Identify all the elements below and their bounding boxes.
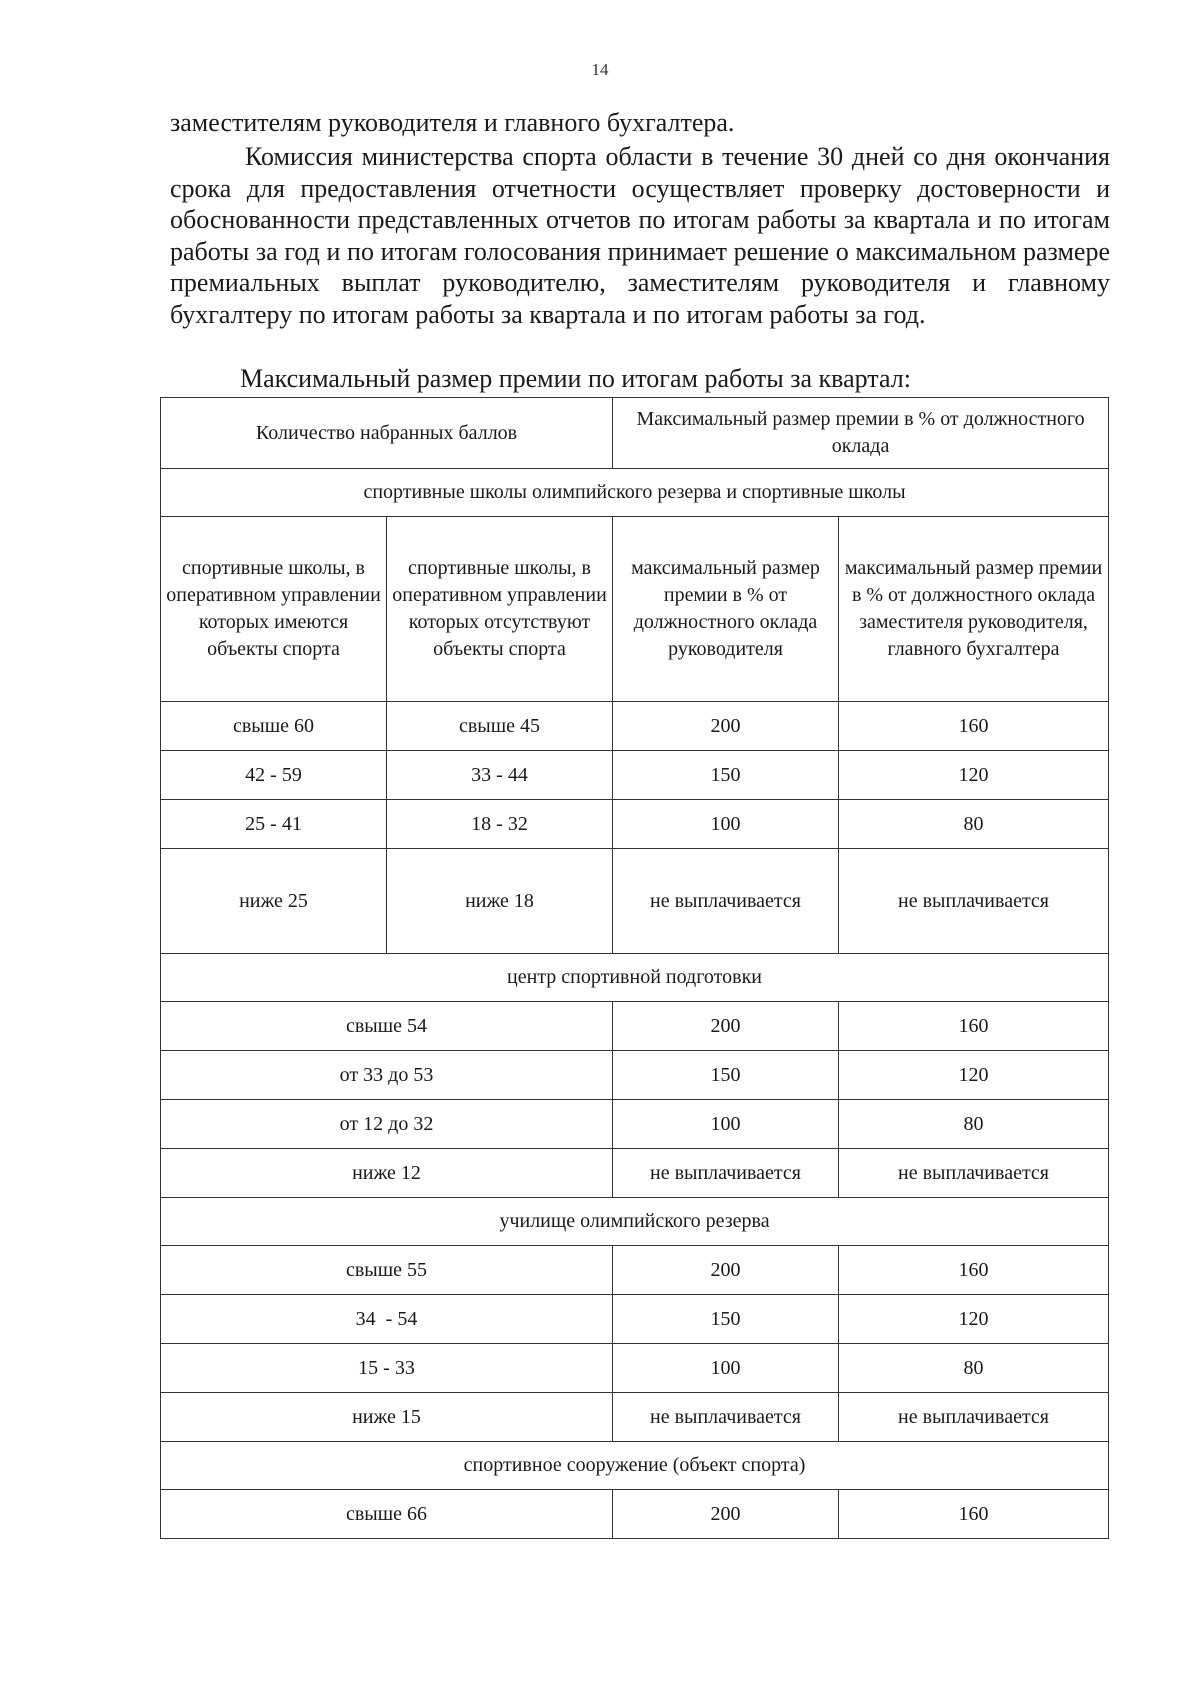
head-bonus-cell: не выплачивается: [613, 1393, 839, 1442]
table-row: [161, 751, 1109, 800]
head-bonus-cell: 100: [613, 800, 839, 849]
deputy-bonus-cell: 120: [839, 1051, 1109, 1100]
section-header-row: [161, 1198, 1109, 1246]
table-row: [161, 1344, 1109, 1393]
points-cell: от 12 до 32: [161, 1100, 613, 1149]
points-with-objects-cell: 25 - 41: [161, 800, 387, 849]
subheader-deputy-bonus: максимальный размер премии в % от должностного оклада заместителя руководителя, главного бухгалтера: [839, 517, 1109, 702]
table-row: [161, 1295, 1109, 1344]
points-with-objects-cell: свыше 60: [161, 702, 387, 751]
head-bonus-cell: 100: [613, 1344, 839, 1393]
section-title-sports-facility: спортивное сооружение (объект спорта): [161, 1442, 1109, 1490]
deputy-bonus-cell: не выплачивается: [839, 1393, 1109, 1442]
points-cell: ниже 12: [161, 1149, 613, 1198]
deputy-bonus-cell: 120: [839, 751, 1109, 800]
deputy-bonus-cell: 80: [839, 1344, 1109, 1393]
points-with-objects-cell: 42 - 59: [161, 751, 387, 800]
table-row: [161, 1100, 1109, 1149]
table-header-row: [161, 398, 1109, 469]
points-without-objects-cell: 33 - 44: [387, 751, 613, 800]
deputy-bonus-cell: 80: [839, 800, 1109, 849]
head-bonus-cell: не выплачивается: [613, 1149, 839, 1198]
subheader-row: [161, 517, 1109, 702]
table-row: [161, 702, 1109, 751]
table-row: [161, 800, 1109, 849]
points-cell: 15 - 33: [161, 1344, 613, 1393]
points-without-objects-cell: ниже 18: [387, 849, 613, 954]
points-with-objects-cell: ниже 25: [161, 849, 387, 954]
section-title-olympic-college: училище олимпийского резерва: [161, 1198, 1109, 1246]
head-bonus-cell: 150: [613, 1051, 839, 1100]
table-row: [161, 849, 1109, 954]
deputy-bonus-cell: 120: [839, 1295, 1109, 1344]
deputy-bonus-cell: 160: [839, 1490, 1109, 1539]
subheader-head-bonus: максимальный размер премии в % от должностного оклада руководителя: [613, 517, 839, 702]
header-bonus-cell: Максимальный размер премии в % от должностного оклада: [613, 398, 1109, 469]
table-caption: Максимальный размер премии по итогам работы за квартал:: [240, 364, 911, 393]
table-row: [161, 1149, 1109, 1198]
points-cell: 34 - 54: [161, 1295, 613, 1344]
table-row: [161, 1002, 1109, 1051]
section-header-row: [161, 954, 1109, 1002]
header-points-cell: Количество набранных баллов: [161, 398, 613, 469]
head-bonus-cell: 200: [613, 702, 839, 751]
subheader-without-objects: спортивные школы, в оперативном управлении которых отсутствуют объекты спорта: [387, 517, 613, 702]
subheader-with-objects: спортивные школы, в оперативном управлении которых имеются объекты спорта: [161, 517, 387, 702]
head-bonus-cell: 100: [613, 1100, 839, 1149]
points-cell: от 33 до 53: [161, 1051, 613, 1100]
section-title-sport-schools: спортивные школы олимпийского резерва и спортивные школы: [161, 469, 1109, 517]
head-bonus-cell: 200: [613, 1002, 839, 1051]
table-row: [161, 1490, 1109, 1539]
points-without-objects-cell: свыше 45: [387, 702, 613, 751]
head-bonus-cell: 200: [613, 1490, 839, 1539]
page-number: 14: [591, 60, 609, 79]
section-title-training-center: центр спортивной подготовки: [161, 954, 1109, 1002]
table-row: [161, 1393, 1109, 1442]
head-bonus-cell: не выплачивается: [613, 849, 839, 954]
deputy-bonus-cell: 160: [839, 702, 1109, 751]
deputy-bonus-cell: 160: [839, 1246, 1109, 1295]
section-header-row: [161, 469, 1109, 517]
points-cell: ниже 15: [161, 1393, 613, 1442]
paragraph-continuation: заместителям руководителя и главного бухгалтера.: [170, 108, 735, 137]
deputy-bonus-cell: не выплачивается: [839, 1149, 1109, 1198]
points-cell: свыше 54: [161, 1002, 613, 1051]
points-cell: свыше 55: [161, 1246, 613, 1295]
bonus-table: [160, 397, 1109, 1539]
paragraph-commission: Комиссия министерства спорта области в течение 30 дней со дня окончания срока для предоставления отчетности осуществляет проверку достоверности и обоснованности представленных отчетов по итогам работы за квартала и по итогам работы за год и по итогам голосования принимает решение о максимальном размере премиальных выплат руководителю, заместителям руководителя и главному бухгалтеру по итогам работы за квартала и по итогам работы за год.: [170, 142, 1110, 329]
table-row: [161, 1051, 1109, 1100]
head-bonus-cell: 150: [613, 1295, 839, 1344]
section-header-row: [161, 1442, 1109, 1490]
deputy-bonus-cell: 160: [839, 1002, 1109, 1051]
head-bonus-cell: 200: [613, 1246, 839, 1295]
head-bonus-cell: 150: [613, 751, 839, 800]
points-without-objects-cell: 18 - 32: [387, 800, 613, 849]
table-row: [161, 1246, 1109, 1295]
deputy-bonus-cell: 80: [839, 1100, 1109, 1149]
points-cell: свыше 66: [161, 1490, 613, 1539]
deputy-bonus-cell: не выплачивается: [839, 849, 1109, 954]
